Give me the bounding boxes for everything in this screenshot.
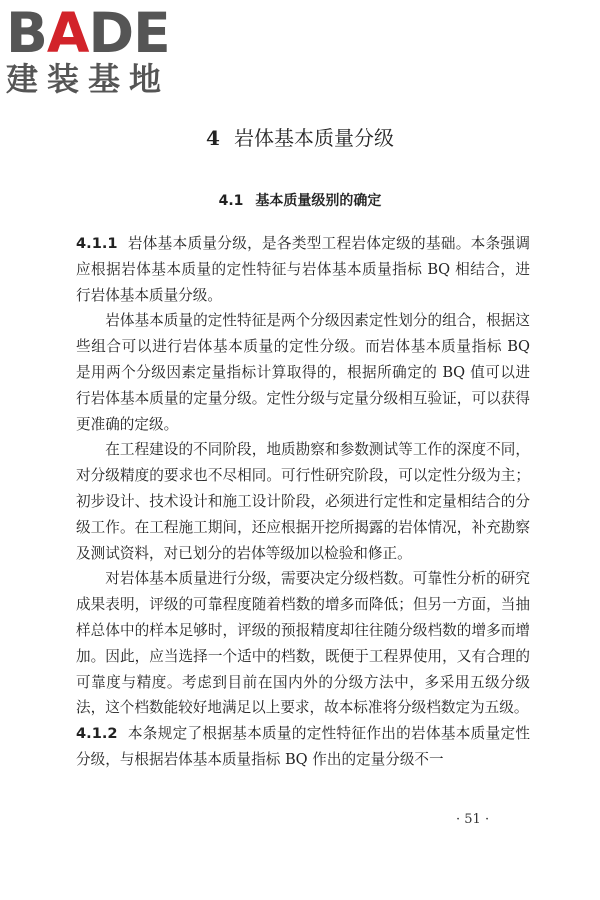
chapter-title: 岩体基本质量分级: [233, 126, 394, 150]
logo-subtitle: 建装基地: [6, 60, 171, 98]
paragraph: [76, 308, 530, 437]
section-title: 基本质量级别的确定: [255, 193, 382, 209]
page-number: · 51 ·: [456, 812, 490, 827]
bade-logo: [6, 1, 181, 98]
paragraph-clause-4-1-2: [76, 721, 530, 773]
logo-letter-b: B: [6, 1, 47, 65]
paragraph-text: 在工程建设的不同阶段，地质勘察和参数测试等工作的深度不同，对分级精度的要求也不尽相同。可行性研究阶段，可以定性分级为主；初步设计、技术设计和施工设计阶段，必须进行定性和定量相结合的分级工作。在工程施工期间，还应根据开挖所揭露的岩体情况，补充勘察及测试资料，对已划分的岩体等级加以检验和修正。: [76, 441, 530, 562]
section-heading: [0, 190, 600, 212]
paragraph: [76, 437, 530, 566]
clause-number: 4.1.1: [76, 235, 118, 252]
paragraph-text: 对岩体基本质量进行分级，需要决定分级档数。可靠性分析的研究成果表明，评级的可靠程度随着档数的增多而降低；但另一方面，当抽样总体中的样本足够时，评级的预报精度却往往随分级档数的增多而增加。因此，应当选择一个适中的档数，既便于工程界使用，又有合理的可靠度与精度。考虑到目前在国内外的分级方法中，多采用五级分级法，这个档数能较好地满足以上要求，故本标准将分级档数定为五级。: [76, 570, 530, 717]
paragraph-clause-4-1-1: [76, 231, 530, 308]
logo-letter-a: A: [46, 1, 89, 65]
paragraph-text: 岩体基本质量分级，是各类型工程岩体定级的基础。本条强调应根据岩体基本质量的定性特征与岩体基本质量指标 BQ 相结合，进行岩体基本质量分级。: [76, 235, 530, 304]
paragraph-text: 本条规定了根据基本质量的定性特征作出的岩体基本质量定性分级，与根据岩体基本质量指标 BQ 作出的定量分级不一: [76, 725, 530, 768]
paragraph-text: 岩体基本质量的定性特征是两个分级因素定性划分的组合，根据这些组合可以进行岩体基本质量的定性分级。而岩体基本质量指标 BQ 是用两个分级因素定量指标计算取得的，根据所确定的 BQ 值可以进行岩体基本质量的定量分级。定性分级与定量分级相互验证，可以获得更准确的定级。: [76, 312, 530, 433]
clause-number: 4.1.2: [76, 725, 118, 743]
logo-letters-de: DE: [88, 1, 170, 65]
chapter-heading: [0, 124, 600, 152]
section-number: 4.1: [218, 193, 244, 209]
paragraph: [76, 566, 530, 721]
body-text: [76, 231, 530, 773]
logo-wordmark: [6, 1, 181, 65]
chapter-number: 4: [206, 126, 220, 150]
